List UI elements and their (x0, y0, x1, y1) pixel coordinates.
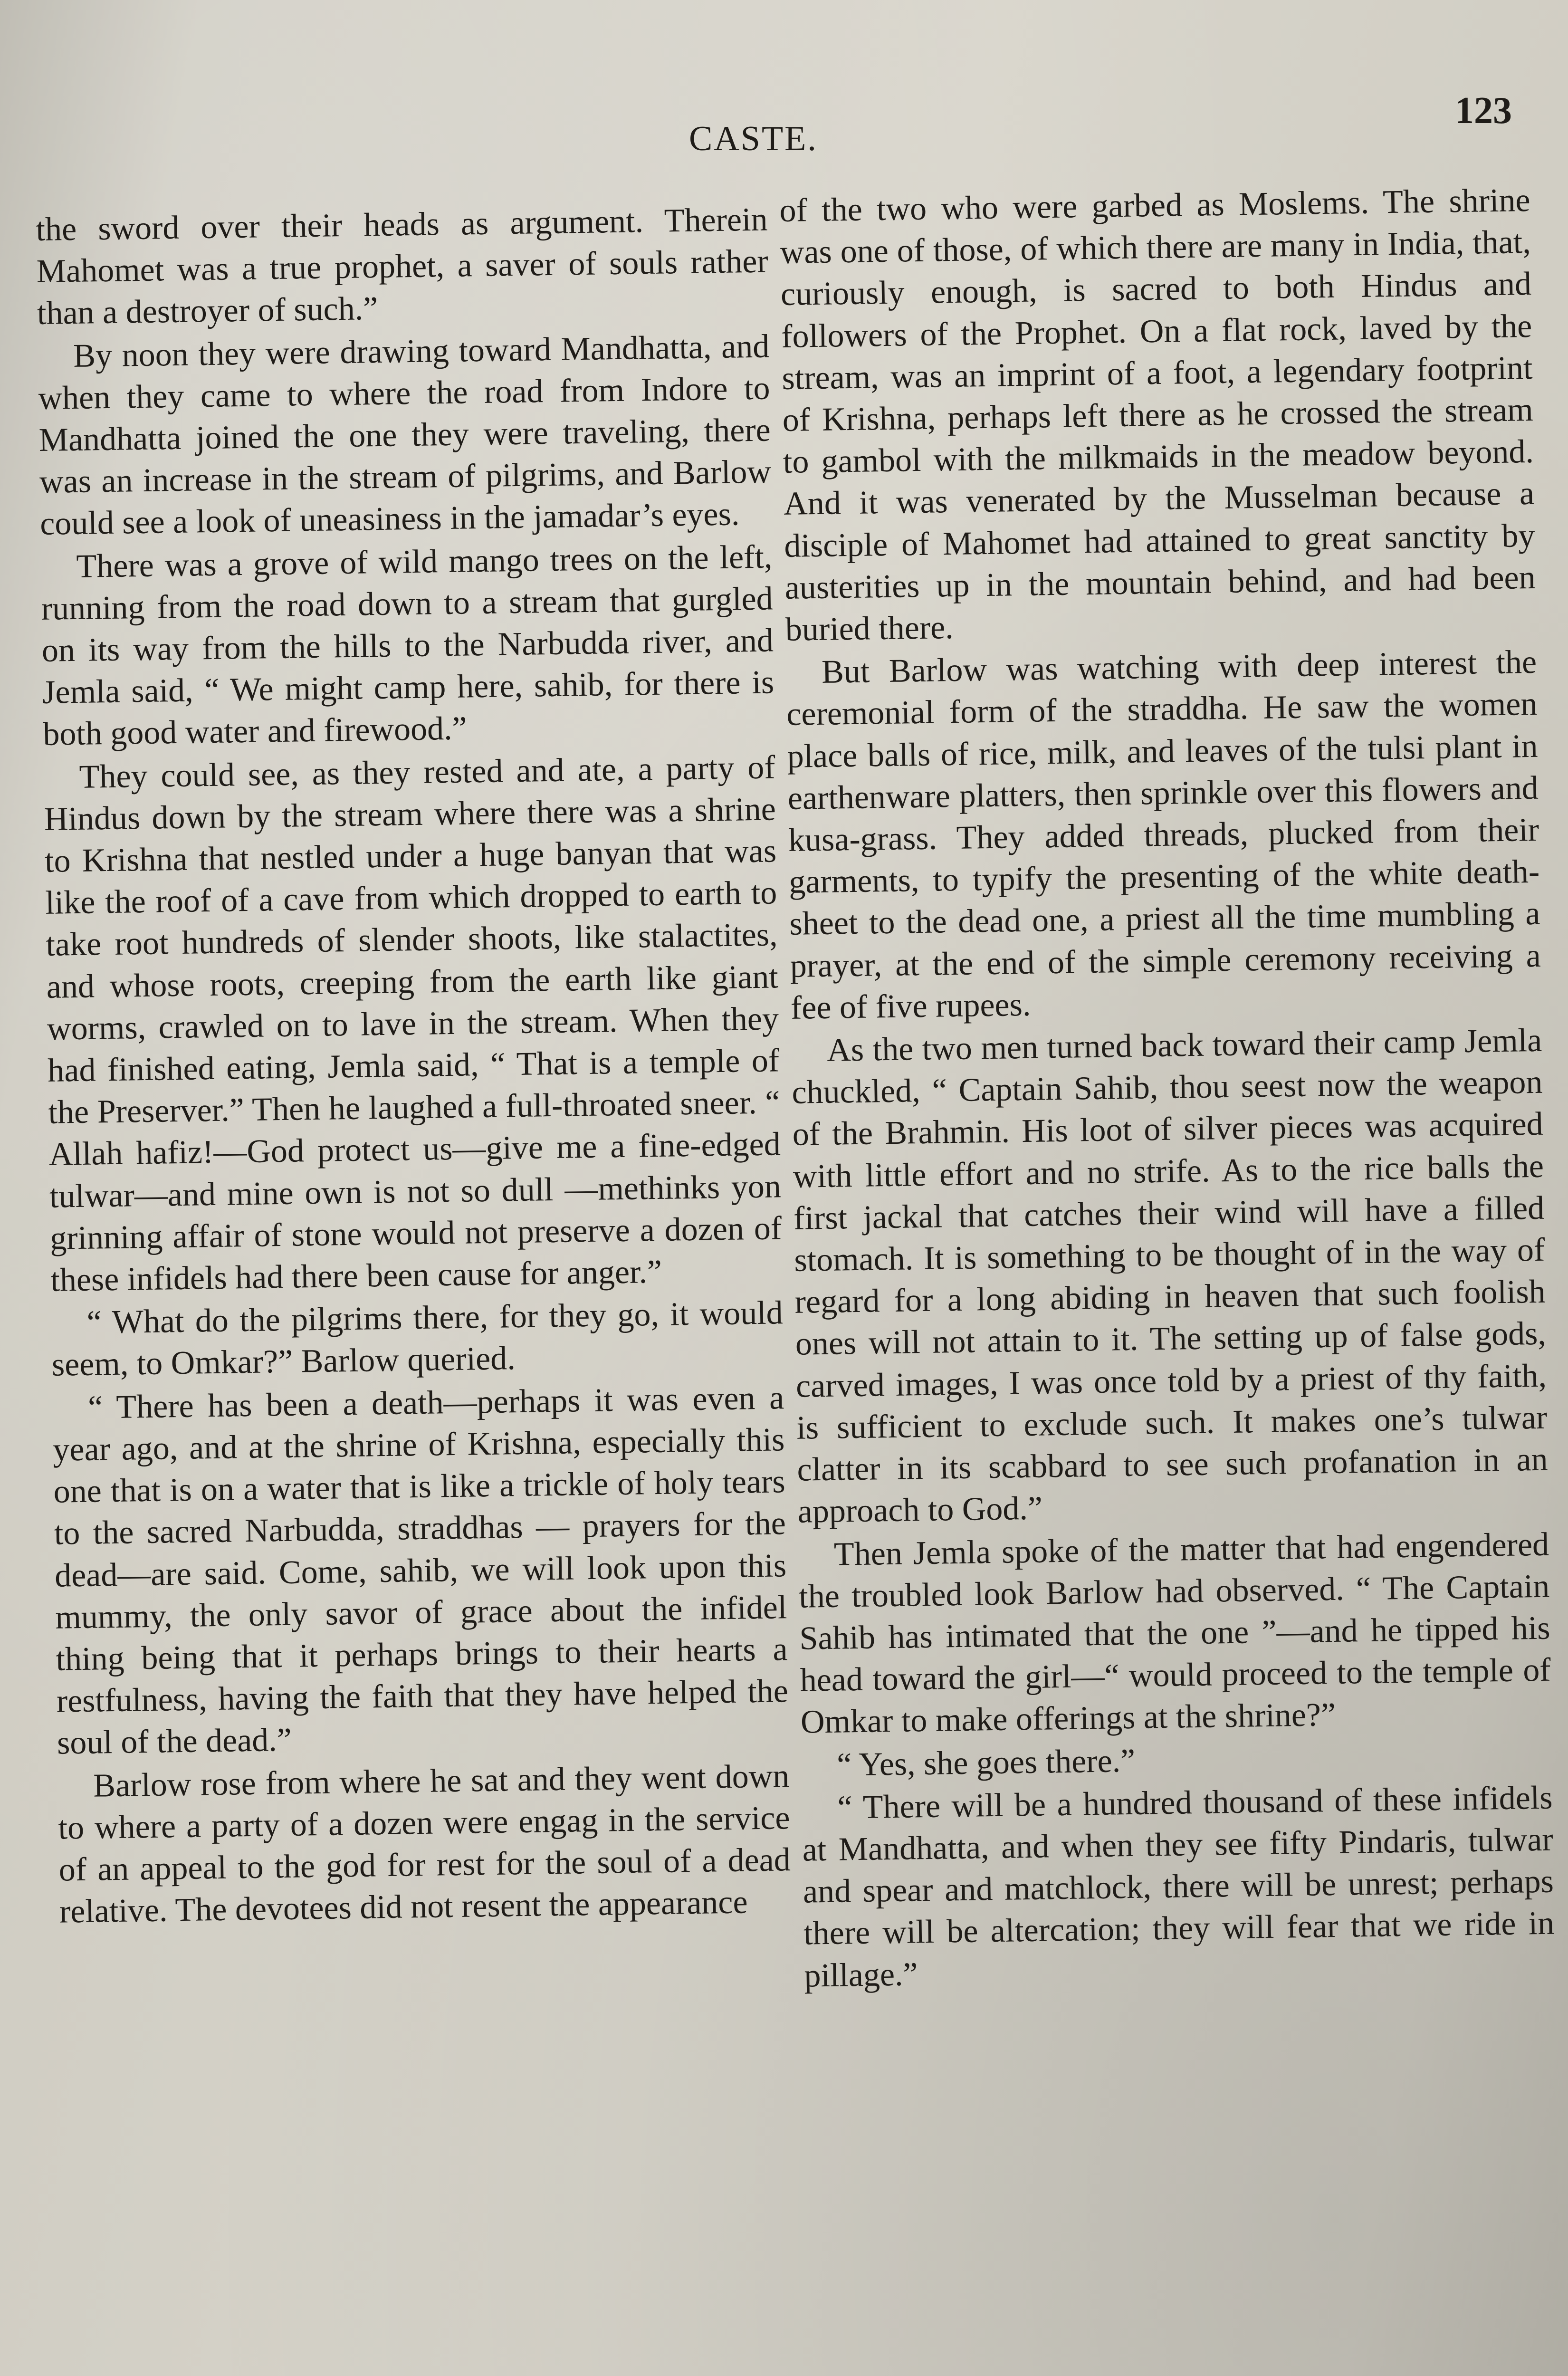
right-column (779, 180, 1561, 2376)
paragraph: By noon they were drawing toward Mandhatta, and when they came to where the road from Indore to Mandhatta joined the one they were traveling, there was an increase in the stream of pilgrims, and Barlow could see a look of uneasiness in the jamadar’s eyes. (38, 328, 772, 543)
paragraph: “ There will be a hundred thousand of these infidels at Mandhatta, and when they see fifty Pindaris, tulwar and spear and matchlock, there will be unrest; perhaps there will be altercation; they will fear that we ride in pillage.” (802, 1779, 1555, 1994)
left-column (36, 199, 799, 2376)
running-title: CASTE. (689, 119, 818, 158)
paragraph: “ Yes, she goes there.” (836, 1742, 1136, 1783)
paragraph: They could see, as they rested and ate, a party of Hindus down by the stream where there was a shrine to Krishna that nestled under a huge banyan that was like the roof of a cave from which dropped to earth to take root hundreds of slender shoots, like stalactites, and whose roots, creeping from the earth like giant worms, crawled on to lave in the stream. When they had finished eating, Jemla said, “ That is a temple of the Preserver.” Then he laughed a full-throated sneer. “ Allah hafiz!—God protect us—give me a fine-edged tulwar—and mine own is not so dull —methinks yon grinning affair of stone would not preserve a dozen of these infidels had there been cause for anger.” (44, 749, 782, 1299)
paragraph: Then Jemla spoke of the matter that had engendered the troubled look Barlow had observed. “ The Captain Sahib has intimated that the one ”—and he tipped his head toward the girl—“ would proceed to the temple of Omkar to make offerings at the shrine?” (798, 1526, 1551, 1741)
paragraph: the sword over their heads as argument. Therein Mahomet was a true prophet, a saver of souls rather than a destroyer of such.” (36, 201, 769, 332)
paragraph: Barlow rose from where he sat and they went down to where a party of a dozen were engag in the service of an appeal to the god for rest for the soul of a dead relative. The devotees did not resent the appearance (58, 1757, 791, 1930)
paragraph: “ What do the pilgrims there, for they go, it would seem, to Omkar?” Barlow queried. (51, 1294, 784, 1384)
paragraph: There was a grove of wild mango trees on the left, running from the road down to a stream that gurgled on its way from the hills to the Narbudda river, and Jemla said, “ We might camp here, sahib, for there is both good water and firewood.” (41, 538, 774, 753)
page-header (0, 90, 1568, 181)
paragraph: As the two men turned back toward their camp Jemla chuckled, “ Captain Sahib, thou seest now the weapon of the Brahmin. His loot of silver pieces was acquired with little effort and no strife. As to the rice balls the first jackal that catches their wind will have a filled stomach. It is something to be thought of in the way of regard for a long abiding in heaven that such foolish ones will not attain to it. The setting up of false gods, carved images, I was once told by a priest of thy faith, is sufficient to exclude such. It makes one’s tulwar clatter in its scabbard to see such profanation in an approach to God.” (791, 1022, 1548, 1531)
page-number: 123 (1455, 90, 1512, 132)
paragraph: “ There has been a death—perhaps it was even a year ago, and at the shrine of Krishna, especially this one that is on a water that is like a trickle of holy tears to the sacred Narbudda, straddhas — prayers for the dead—are said. Come, sahib, we will look upon this mummy, the only savor of grace about the infidel thing being that it perhaps brings to their hearts a restfulness, having the faith that they have helped the soul of the dead.” (52, 1379, 789, 1762)
paragraph: of the two who were garbed as Moslems. The shrine was one of those, of which there are many in India, that, curiously enough, is sacred to both Hindus and followers of the Prophet. On a flat rock, laved by the stream, was an imprint of a foot, a legendary footprint of Krishna, perhaps left there as he crossed the stream to gambol with the milkmaids in the meadow beyond. And it was venerated by the Musselman because a disciple of Mahomet had attained to great sanctity by austerities up in the mountain behind, and had been buried there. (779, 182, 1536, 648)
paragraph: But Barlow was watching with deep interest the ceremonial form of the straddha. He saw the women place balls of rice, milk, and leaves of the tulsi plant in earthenware platters, then sprinkle over this flowers and kusa-grass. They added threads, plucked from their garments, to typify the presenting of the white death-sheet to the dead one, a priest all the time mumbling a prayer, at the end of the simple ceremony receiving a fee of five rupees. (786, 644, 1541, 1026)
